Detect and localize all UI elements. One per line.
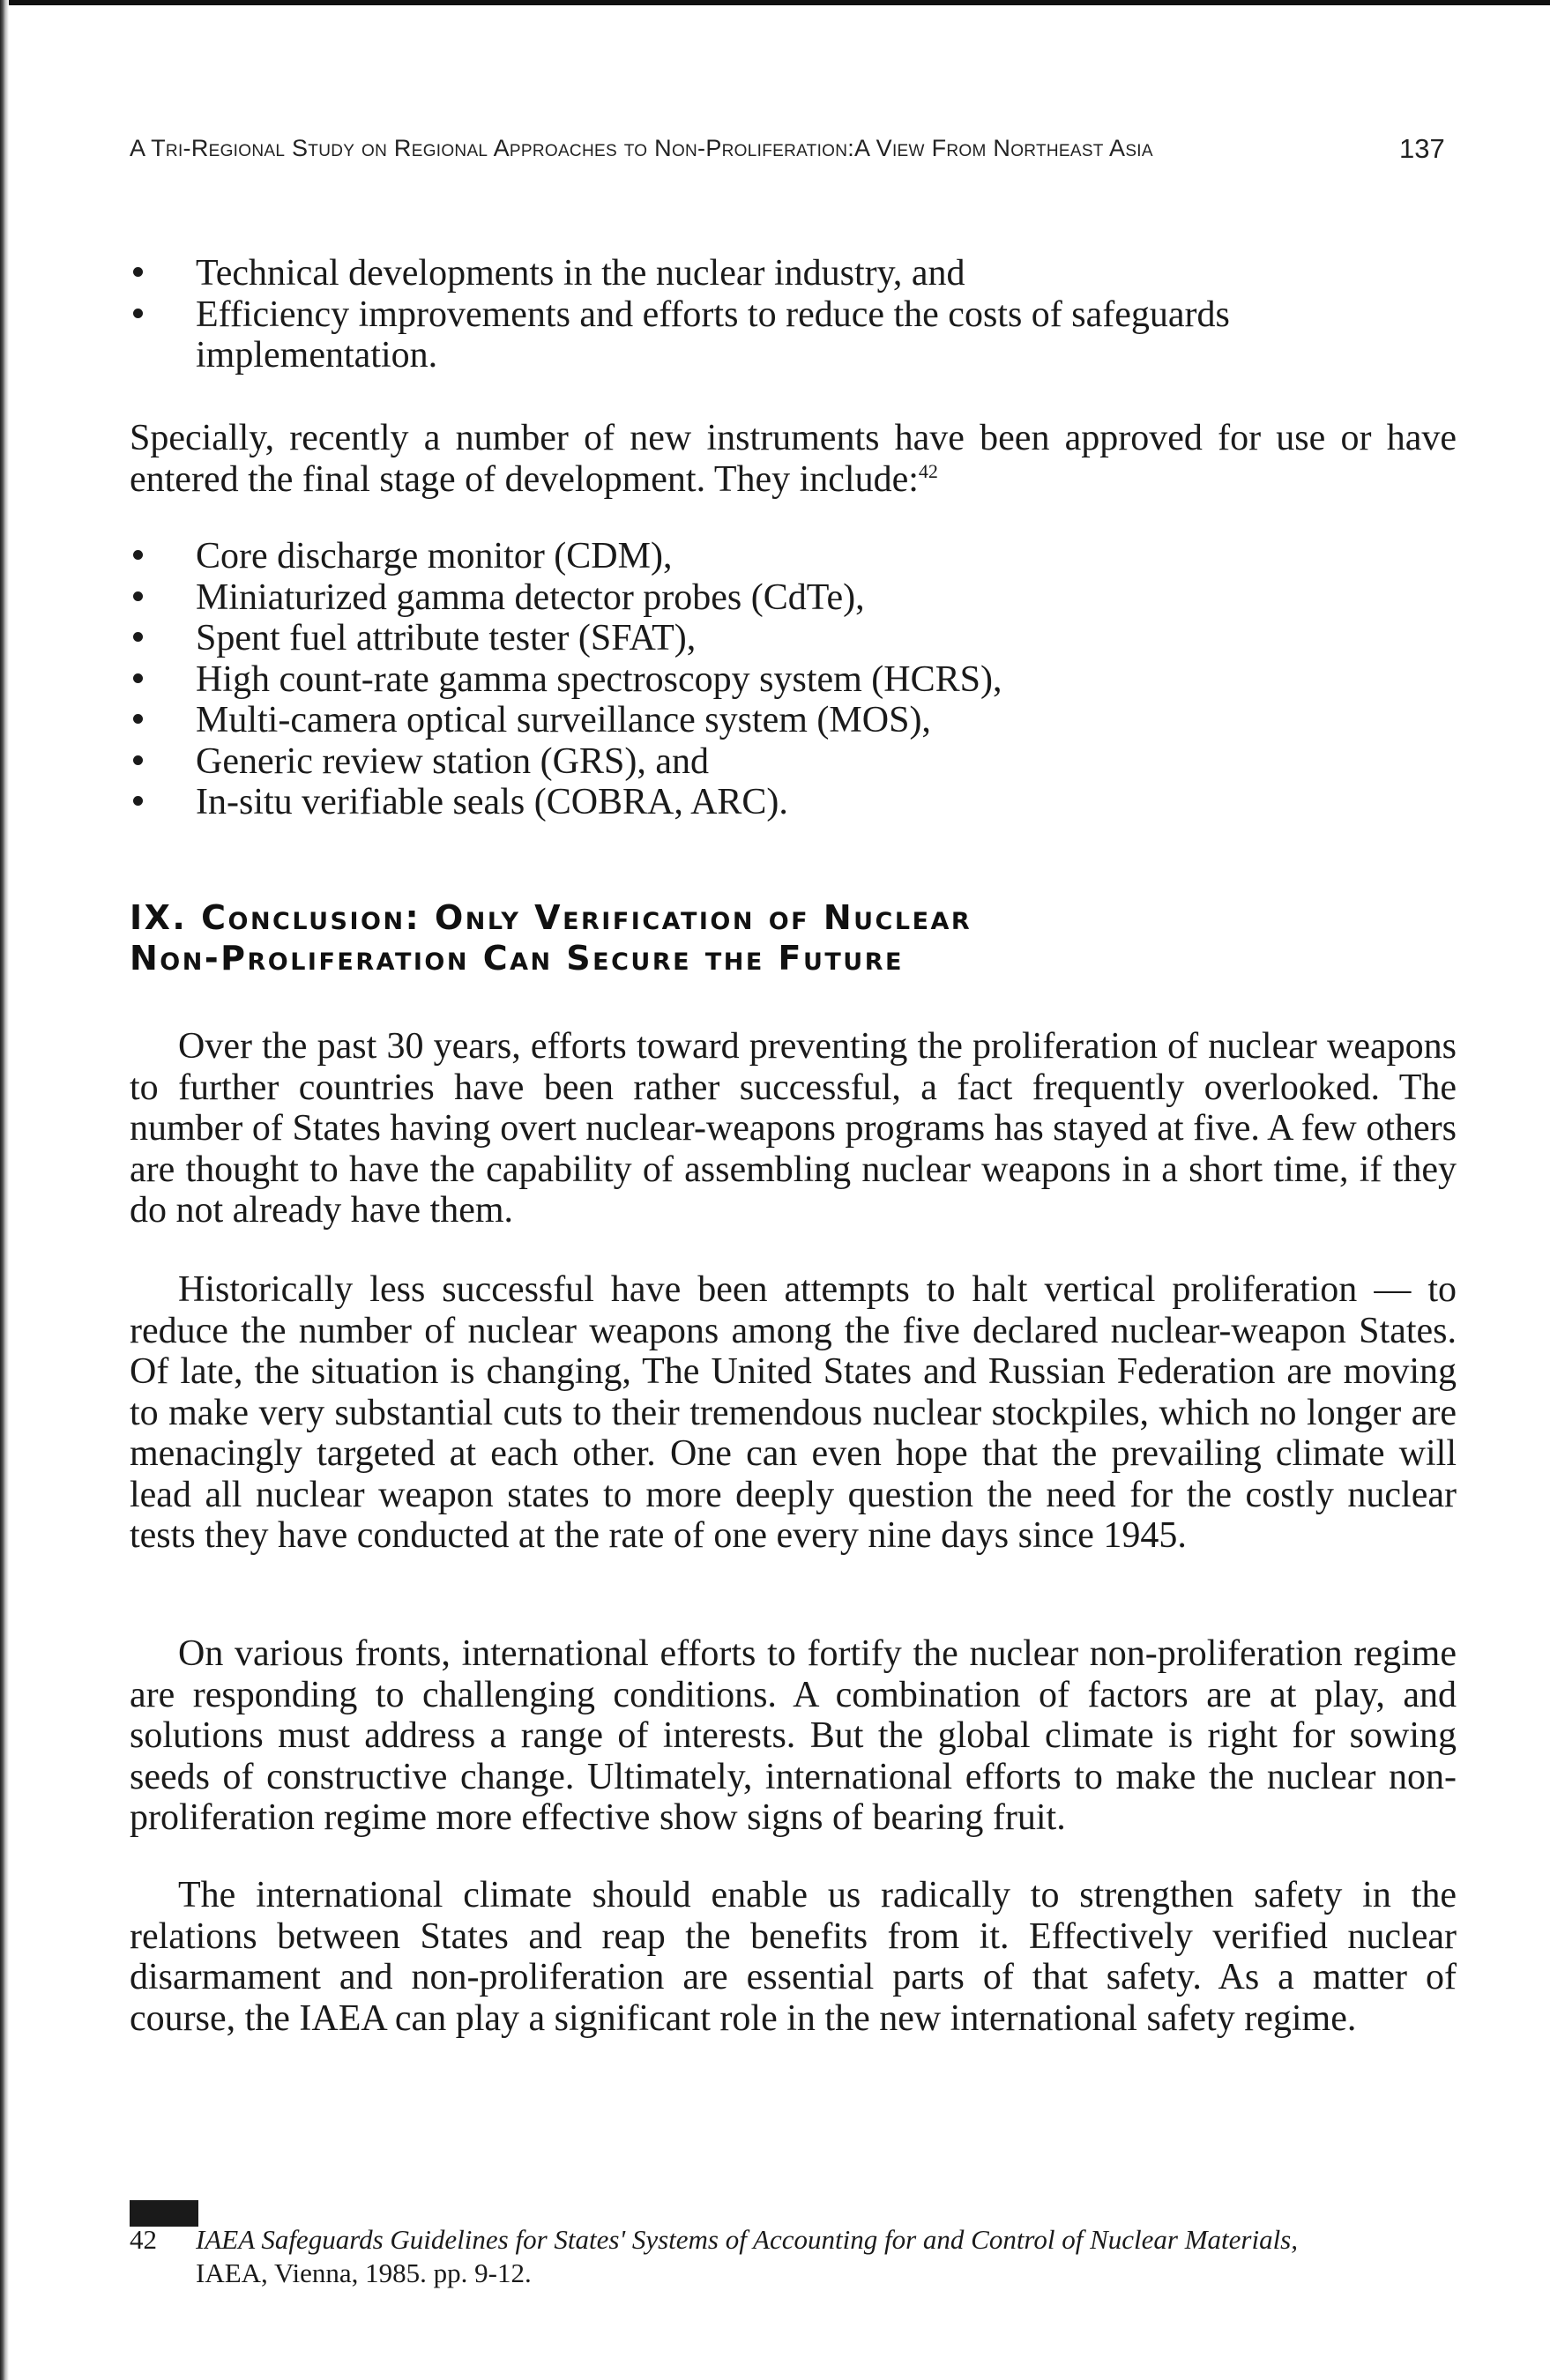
running-head bbox=[130, 130, 1452, 168]
bullet-list-top bbox=[130, 253, 1457, 376]
bullet-dot-icon bbox=[133, 591, 143, 601]
footnote-number: 42 bbox=[130, 2224, 157, 2255]
list-item-text: Efficiency improvements and efforts to reduce the costs of safeguards implementation. bbox=[196, 294, 1230, 376]
list-item bbox=[130, 659, 1457, 701]
list-item-text: High count-rate gamma spectroscopy system (HCRS), bbox=[196, 658, 1002, 700]
scan-edge-left bbox=[0, 0, 9, 2380]
list-item bbox=[130, 536, 1457, 577]
list-item-text: Core discharge monitor (CDM), bbox=[196, 536, 673, 576]
running-head-title: A Tri-Regional Study on Regional Approaches to Non-Proliferation:A View From Northeast Asia bbox=[130, 135, 1153, 161]
bullet-dot-icon bbox=[133, 309, 143, 318]
footnote-text bbox=[196, 2223, 1457, 2290]
list-item bbox=[130, 577, 1457, 619]
bullet-dot-icon bbox=[133, 714, 143, 724]
section-heading-line-1: IX. Conclusion: Only Verification of Nuclear bbox=[130, 898, 972, 937]
body-paragraph: Historically less successful have been attempts to halt vertical proliferation — to reduce the number of nuclear weapons among the five declared nuclear-weapon States. Of late, the situation is changing, The United States and Russian Federation are moving to make very substantial cuts to their tremendous nuclear stockpiles, which no longer are menacingly targeted at each other. One can even hope that the prevailing climate will lead all nuclear weapon states to more deeply question the need for the costly nuclear tests they have conducted at the rate of one every nine days since 1945. bbox=[130, 1269, 1457, 1556]
list-item-text: Technical developments in the nuclear industry, and bbox=[196, 253, 965, 294]
list-item bbox=[130, 253, 1457, 294]
list-item-text: In-situ verifiable seals (COBRA, ARC). bbox=[196, 782, 788, 822]
bullet-dot-icon bbox=[133, 755, 143, 765]
bullet-dot-icon bbox=[133, 267, 143, 277]
list-item-text: Spent fuel attribute tester (SFAT), bbox=[196, 618, 697, 658]
list-item bbox=[130, 741, 1457, 783]
bullet-dot-icon bbox=[133, 550, 143, 560]
list-item bbox=[130, 294, 1457, 376]
bullet-dot-icon bbox=[133, 796, 143, 806]
bullet-dot-icon bbox=[133, 673, 143, 683]
intro-paragraph bbox=[130, 418, 1457, 500]
section-heading bbox=[130, 897, 1457, 978]
list-item bbox=[130, 782, 1457, 823]
list-item bbox=[130, 618, 1457, 659]
list-item bbox=[130, 700, 1457, 741]
footnote-citation-publisher: IAEA, Vienna, 1985. pp. 9-12. bbox=[196, 2257, 532, 2288]
bullet-dot-icon bbox=[133, 632, 143, 642]
instrument-list bbox=[130, 536, 1457, 823]
intro-paragraph-text: Specially, recently a number of new instruments have been approved for use or have entered the final stage of development. They include: bbox=[130, 418, 1457, 500]
page-number: 137 bbox=[1399, 133, 1445, 164]
body-paragraph: The international climate should enable us radically to strengthen safety in the relations between States and reap the benefits from it. Effectively verified nuclear disarmament and non-proliferation are essential parts of that safety. As a matter of course, the IAEA can play a significant role in the new international safety regime. bbox=[130, 1875, 1457, 2039]
list-item-text: Generic review station (GRS), and bbox=[196, 740, 709, 782]
footnote-citation-title: IAEA Safeguards Guidelines for States' Systems of Accounting for and Control of Nuclear Materials, bbox=[196, 2224, 1298, 2255]
footnote-reference[interactable]: 42 bbox=[918, 459, 938, 482]
list-item-text: Miniaturized gamma detector probes (CdTe), bbox=[196, 576, 865, 618]
body-paragraph: Over the past 30 years, efforts toward preventing the proliferation of nuclear weapons to further countries have been rather successful, a fact frequently overlooked. The number of States having overt nuclear-weapons programs has stayed at five. A few others are thought to have the capability of assembling nuclear weapons in a short time, if they do not already have them. bbox=[130, 1026, 1457, 1231]
scan-edge-top bbox=[0, 0, 1550, 5]
section-heading-line-2: Non-Proliferation Can Secure the Future bbox=[130, 939, 904, 978]
body-paragraph: On various fronts, international efforts to fortify the nuclear non-proliferation regime are responding to challenging conditions. A combination of factors are at play, and solutions must address a range of interests. But the global climate is right for sowing seeds of constructive change. Ultimately, international efforts to make the nuclear non-proliferation regime more effective show signs of bearing fruit. bbox=[130, 1633, 1457, 1838]
list-item-text: Multi-camera optical surveillance system (MOS), bbox=[196, 700, 931, 740]
